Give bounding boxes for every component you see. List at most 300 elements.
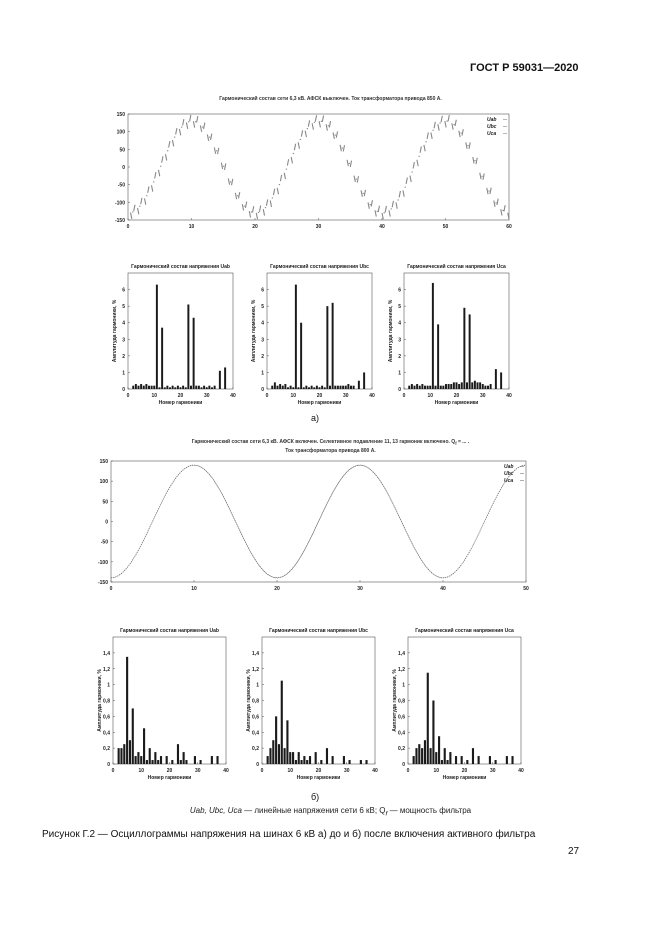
x-tick-label: 60	[506, 224, 512, 230]
harmonic-bar	[216, 756, 218, 764]
series-segment	[441, 116, 442, 122]
series-segment	[371, 200, 372, 206]
y-tick-label: 0	[105, 519, 108, 526]
legend-entry: Ubc	[504, 471, 514, 477]
harmonic-bar	[311, 386, 313, 389]
y-tick-label: 1	[261, 370, 264, 377]
legend-entry: Uca	[487, 131, 497, 137]
harmonic-bar	[489, 756, 491, 764]
series-segment	[186, 123, 187, 129]
harmonic-bar	[484, 386, 486, 389]
y-tick-label: 5	[398, 304, 401, 311]
y-tick-label: 0	[256, 762, 259, 768]
harmonic-bar	[211, 387, 213, 389]
series-segment	[298, 142, 299, 148]
harmonic-bar	[466, 382, 468, 389]
series-segment	[378, 206, 379, 212]
harmonic-bar	[187, 304, 189, 389]
y-tick-label: 4	[122, 320, 125, 327]
harmonic-bar	[316, 386, 318, 389]
series-segment	[218, 148, 219, 154]
chart-b-waveform	[98, 459, 529, 592]
x-axis-label: Номер гармоники	[442, 775, 487, 781]
harmonic-bar	[435, 752, 437, 764]
harmonic-bar	[129, 740, 131, 764]
harmonic-bar	[477, 382, 479, 389]
series-segment	[287, 159, 288, 165]
x-tick-label: 20	[252, 224, 258, 230]
harmonic-bar	[474, 381, 476, 389]
series-segment	[389, 210, 390, 216]
harmonic-bar	[432, 283, 434, 389]
harmonic-bar	[350, 386, 352, 389]
legend-caption	[0, 806, 661, 818]
x-tick-label: 10	[191, 586, 197, 592]
series-segment	[273, 189, 274, 195]
harmonic-bar	[408, 386, 410, 389]
harmonic-bar	[332, 303, 334, 389]
harmonic-bar	[487, 386, 489, 389]
series-segment	[176, 128, 177, 134]
harmonic-bar	[203, 386, 205, 389]
harmonic-bar	[277, 386, 279, 389]
harmonic-bar	[289, 752, 291, 764]
y-axis-label: Амплитуда гармоники, %	[392, 669, 398, 732]
harmonic-bar	[414, 386, 416, 389]
legend-caption-sub: f	[385, 810, 388, 818]
harmonic-bar	[456, 382, 458, 389]
harmonic-bar	[281, 681, 283, 764]
series-segment	[238, 192, 239, 198]
y-tick-label: 6	[398, 287, 401, 294]
harmonic-bar	[298, 387, 300, 389]
series-segment	[364, 190, 365, 196]
harmonic-bar	[500, 372, 502, 389]
series-segment	[424, 145, 425, 151]
harmonic-bar	[148, 386, 150, 389]
harmonic-bar	[353, 386, 355, 389]
harmonic-bar	[182, 386, 184, 389]
x-tick-label: 30	[343, 768, 350, 774]
series-segment	[434, 122, 435, 128]
y-tick-label: -150	[97, 580, 108, 586]
chart-title: Гармонический состав напряжения Uca	[407, 264, 506, 270]
series-segment	[315, 115, 316, 121]
chart-title: Гармонический состав напряжения Ubc	[269, 628, 368, 634]
series-segment	[148, 186, 149, 192]
series-segment	[406, 178, 407, 184]
harmonic-bar	[449, 752, 451, 764]
series-segment	[357, 176, 358, 182]
series-segment	[280, 175, 281, 181]
y-tick-label: 1,2	[103, 666, 110, 673]
harmonic-bar	[416, 384, 418, 389]
harmonic-bar	[275, 716, 277, 764]
legend-entry: Uab	[487, 117, 497, 123]
chart-title: Гармонический состав напряжения Uab	[131, 264, 230, 270]
series-segment	[396, 202, 397, 208]
y-tick-label: 0	[402, 762, 405, 768]
axes-frame	[128, 273, 233, 389]
legend-caption-text: — линейные напряжения сети 6 кВ; Q	[241, 806, 386, 815]
harmonic-bar	[463, 308, 465, 389]
part-a-title: Гармонический состав сети 6,3 кВ. АФСК выключен. Ток трансформатора привода 850 А.	[219, 96, 442, 102]
y-tick-label: 100	[116, 129, 125, 136]
page-number: 27	[568, 846, 580, 857]
y-tick-label: 6	[122, 287, 125, 294]
figure-caption: Рисунок Г.2 — Осциллограммы напряжения на шинах 6 кВ а) до и б) после включения активного фильтра	[42, 829, 536, 840]
series-segment	[165, 154, 166, 160]
harmonic-bar	[126, 657, 128, 764]
harmonic-bar	[437, 324, 439, 389]
y-axis-label: Амплитуда гармоники, %	[112, 299, 118, 363]
harmonic-bar	[490, 384, 492, 389]
series-segment	[480, 173, 481, 179]
y-tick-label: 0,4	[398, 730, 405, 737]
series-segment	[228, 178, 229, 184]
harmonic-bar	[151, 386, 153, 389]
harmonic-bar	[123, 744, 125, 764]
harmonic-bar	[343, 756, 345, 764]
harmonic-bar	[143, 386, 145, 389]
harmonic-bar	[211, 756, 213, 764]
harmonic-bar	[190, 386, 192, 389]
harmonic-bar	[482, 384, 484, 389]
y-tick-label: 1	[122, 370, 125, 377]
series-segment	[350, 161, 351, 167]
y-tick-label: 50	[102, 499, 108, 506]
x-tick-label: 30	[357, 586, 363, 592]
x-tick-label: 20	[166, 768, 173, 774]
series-segment	[469, 142, 470, 148]
harmonic-bar	[453, 382, 455, 389]
y-axis-label: Амплитуда гармоники, %	[388, 299, 394, 363]
y-axis-label: Амплитуда гармоники, %	[97, 669, 103, 732]
series-segment	[145, 198, 146, 204]
harmonic-bar	[274, 382, 276, 389]
series-segment	[221, 163, 222, 169]
y-tick-label: 150	[99, 459, 108, 465]
harmonic-bar	[185, 760, 187, 764]
harmonic-bar	[200, 760, 202, 764]
harmonic-bar	[172, 386, 174, 389]
harmonic-bar	[332, 756, 334, 764]
x-tick-label: 30	[315, 224, 322, 230]
y-tick-label: 2	[122, 353, 125, 360]
legend-entry: Uab	[504, 464, 514, 470]
y-tick-label: -150	[114, 218, 125, 224]
x-tick-label: 0	[126, 393, 130, 399]
series-segment	[301, 130, 302, 136]
harmonic-bar	[298, 752, 300, 764]
legend-entry: Ubc	[487, 124, 497, 130]
harmonic-bar	[427, 673, 429, 764]
y-tick-label: 1	[107, 682, 110, 689]
harmonic-bar	[295, 285, 297, 389]
harmonic-bar	[295, 760, 297, 764]
series-segment	[134, 205, 135, 211]
legend-entry: Uca	[504, 478, 514, 484]
y-tick-label: 3	[398, 337, 401, 344]
harmonic-bar	[427, 386, 429, 389]
x-tick-label: 0	[111, 768, 115, 774]
series-segment	[452, 123, 453, 129]
series-segment	[294, 144, 295, 150]
x-axis-label: Номер гармоники	[297, 400, 342, 406]
x-tick-label: 20	[316, 393, 323, 399]
y-axis-label: Амплитуда гармоники, %	[246, 669, 252, 732]
harmonic-bar	[329, 386, 331, 389]
y-tick-label: 5	[261, 304, 264, 311]
harmonic-bar	[287, 387, 289, 389]
harmonic-bar	[337, 386, 339, 389]
y-tick-label: 3	[261, 337, 264, 344]
series-segment	[138, 208, 139, 214]
chart-title: Гармонический состав напряжения Uab	[120, 628, 219, 634]
harmonic-bar	[171, 760, 173, 764]
harmonic-bar	[319, 387, 321, 389]
series-segment	[256, 213, 257, 219]
x-tick-label: 40	[440, 586, 446, 592]
x-tick-label: 40	[506, 393, 512, 399]
y-tick-label: 6	[261, 287, 264, 294]
harmonic-bar	[424, 740, 426, 764]
series-segment	[413, 162, 414, 168]
harmonic-bar	[180, 387, 182, 389]
y-tick-label: 0,4	[103, 730, 110, 737]
series-segment	[438, 124, 439, 130]
y-tick-label: 4	[261, 320, 264, 327]
part-b-title-text: Гармонический состав сети 6,3 кВ. АФСК включен. Селективное подавление 11, 13 гармоник включено. Q	[191, 439, 456, 445]
harmonic-bar	[471, 382, 473, 389]
series-segment	[252, 206, 253, 212]
harmonic-bar	[461, 756, 463, 764]
chart-b-harmonics-ubc	[246, 627, 378, 781]
axes-frame	[267, 273, 372, 389]
series-segment	[392, 201, 393, 207]
series-segment	[308, 120, 309, 126]
harmonic-bar	[345, 386, 347, 389]
harmonic-bar	[342, 386, 344, 389]
y-axis-label: Амплитуда гармоники, %	[251, 299, 257, 363]
harmonic-bar	[193, 318, 195, 389]
series-segment	[497, 199, 498, 205]
series-segment	[291, 157, 292, 163]
y-tick-label: 0,6	[103, 714, 110, 721]
x-tick-label: 0	[109, 586, 113, 592]
series-line	[111, 465, 526, 577]
chart-b-harmonics-uca	[392, 627, 524, 781]
harmonic-bar	[166, 756, 168, 764]
harmonic-bar	[269, 748, 271, 764]
series-segment	[158, 170, 159, 176]
x-tick-label: 50	[523, 586, 529, 592]
series-segment	[347, 160, 348, 166]
harmonic-bar	[418, 744, 420, 764]
chart-title: Гармонический состав напряжения Uca	[415, 628, 514, 634]
x-tick-label: 40	[379, 224, 385, 230]
y-tick-label: 0,6	[252, 714, 259, 721]
harmonic-bar	[347, 384, 349, 389]
harmonic-bar	[185, 387, 187, 389]
harmonic-bar	[444, 748, 446, 764]
chart-b-harmonics-uab	[97, 627, 229, 781]
harmonic-bar	[495, 369, 497, 389]
y-tick-label: 100	[99, 479, 108, 486]
y-tick-label: 0	[122, 387, 125, 393]
harmonic-bar	[194, 756, 196, 764]
harmonic-bar	[429, 386, 431, 389]
x-axis-label: Номер гармоники	[296, 775, 341, 781]
axes-frame	[128, 114, 509, 220]
y-tick-label: -50	[117, 182, 125, 189]
series-segment	[214, 147, 215, 153]
chart-a-harmonics-ubc	[251, 263, 375, 406]
series-segment	[232, 179, 233, 185]
harmonic-bar	[430, 748, 432, 764]
series-segment	[431, 133, 432, 139]
harmonic-bar	[135, 384, 137, 389]
series-segment	[319, 121, 320, 127]
series-segment	[490, 188, 491, 194]
series-segment	[155, 172, 156, 178]
x-tick-label: 30	[489, 768, 496, 774]
harmonic-bar	[495, 760, 497, 764]
series-segment	[141, 198, 142, 204]
y-tick-label: 1	[402, 682, 405, 689]
x-tick-label: 20	[461, 768, 468, 774]
harmonic-bar	[292, 387, 294, 389]
harmonic-bar	[360, 760, 362, 764]
harmonic-bar	[479, 382, 481, 389]
series-segment	[445, 121, 446, 127]
series-segment	[322, 116, 323, 122]
harmonic-bar	[143, 728, 145, 764]
series-segment	[340, 145, 341, 151]
harmonic-bar	[424, 386, 426, 389]
x-tick-label: 40	[223, 768, 229, 774]
x-tick-label: 10	[138, 768, 145, 774]
harmonic-bar	[159, 387, 161, 389]
y-tick-label: 0,2	[398, 746, 405, 753]
series-segment	[193, 121, 194, 127]
series-segment	[427, 132, 428, 138]
y-tick-label: 0	[107, 762, 110, 768]
harmonic-bar	[140, 756, 142, 764]
harmonic-bar	[284, 384, 286, 389]
x-tick-label: 30	[203, 393, 210, 399]
x-tick-label: 40	[230, 393, 236, 399]
harmonic-bar	[219, 371, 221, 389]
x-tick-label: 10	[188, 224, 195, 230]
series-segment	[417, 160, 418, 166]
part-b-title-line2: Ток трансформатора привода 800 А.	[285, 448, 376, 454]
series-segment	[151, 185, 152, 191]
legend-caption-suffix: — мощность фильтра	[387, 806, 472, 815]
harmonic-bar	[177, 744, 179, 764]
harmonic-bar	[140, 384, 142, 389]
harmonic-bar	[469, 314, 471, 389]
harmonic-bar	[419, 386, 421, 389]
y-tick-label: 1,2	[252, 666, 259, 673]
series-segment	[131, 213, 132, 219]
harmonic-bar	[472, 748, 474, 764]
harmonic-bar	[198, 386, 200, 389]
harmonic-bar	[303, 387, 305, 389]
x-tick-label: 40	[372, 768, 378, 774]
harmonic-bar	[120, 748, 122, 764]
harmonic-bar	[177, 386, 179, 389]
harmonic-bar	[358, 381, 360, 389]
harmonic-bar	[326, 306, 328, 389]
y-tick-label: 0,2	[252, 746, 259, 753]
x-tick-label: 10	[427, 393, 434, 399]
harmonic-bar	[334, 386, 336, 389]
series-segment	[270, 200, 271, 206]
series-segment	[204, 123, 205, 129]
harmonic-bar	[149, 748, 151, 764]
harmonic-bar	[166, 386, 168, 389]
harmonic-bar	[306, 760, 308, 764]
series-segment	[420, 146, 421, 152]
harmonic-bar	[135, 756, 137, 764]
harmonic-bar	[324, 387, 326, 389]
harmonic-bar	[208, 386, 210, 389]
series-segment	[473, 157, 474, 163]
harmonic-bar	[282, 386, 284, 389]
series-segment	[487, 188, 488, 194]
x-axis-label: Номер гармоники	[434, 400, 479, 406]
series-segment	[504, 205, 505, 211]
series-segment	[266, 199, 267, 205]
harmonic-bar	[450, 384, 452, 389]
harmonic-bar	[174, 387, 176, 389]
harmonic-bar	[272, 740, 274, 764]
harmonic-bar	[151, 760, 153, 764]
harmonic-bar	[164, 387, 166, 389]
series-segment	[245, 202, 246, 208]
harmonic-bar	[271, 386, 273, 389]
harmonic-bar	[224, 367, 226, 389]
harmonic-bar	[349, 760, 351, 764]
series-segment	[249, 211, 250, 217]
chart-title: Гармонический состав напряжения Ubc	[270, 264, 369, 270]
series-segment	[211, 134, 212, 140]
y-tick-label: 0,8	[252, 698, 259, 705]
y-tick-label: 1,2	[398, 666, 405, 673]
y-tick-label: -50	[100, 539, 108, 546]
harmonic-bar	[201, 387, 203, 389]
x-tick-label: 30	[194, 768, 201, 774]
chart-a-waveform	[115, 112, 512, 230]
x-tick-label: 20	[274, 586, 280, 592]
series-segment	[284, 173, 285, 179]
x-tick-label: 0	[402, 393, 406, 399]
series-segment	[476, 158, 477, 164]
series-segment	[361, 190, 362, 196]
harmonic-bar	[180, 760, 182, 764]
harmonic-bar	[511, 756, 513, 764]
y-tick-label: 1	[398, 370, 401, 377]
x-tick-label: 30	[342, 393, 349, 399]
series-segment	[183, 119, 184, 125]
harmonic-bar	[286, 720, 288, 764]
y-tick-label: -100	[97, 559, 108, 566]
harmonic-bar	[421, 748, 423, 764]
harmonic-bar	[309, 756, 311, 764]
harmonic-bar	[290, 386, 292, 389]
harmonic-bar	[138, 386, 140, 389]
